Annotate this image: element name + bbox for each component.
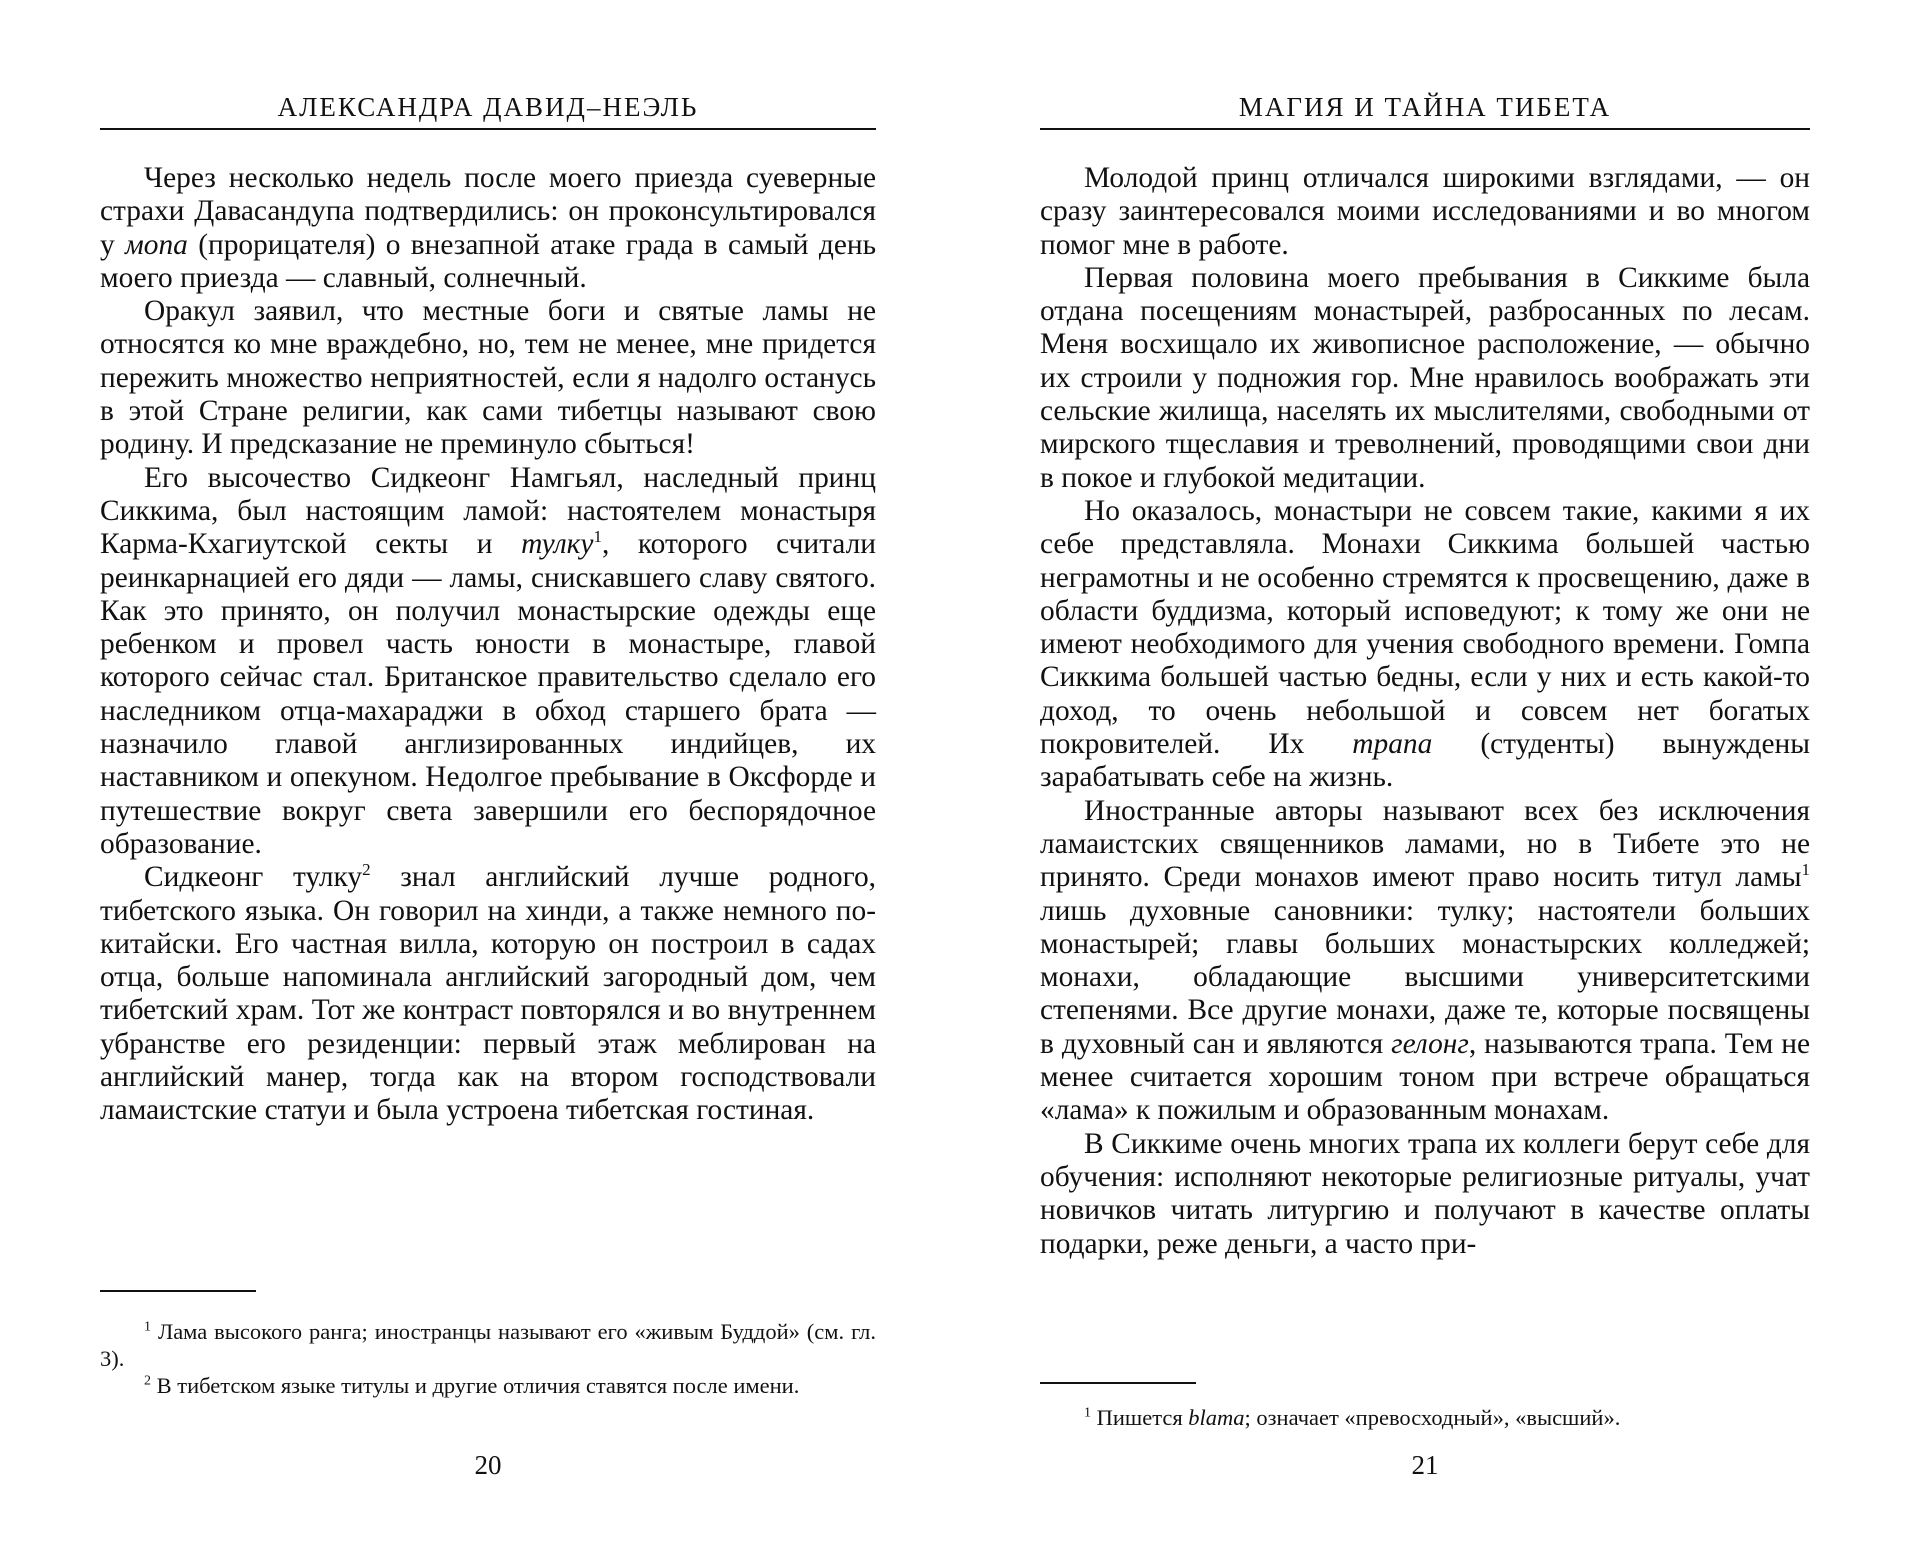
page-number: 20 (474, 1450, 502, 1480)
footnote-ref: 1 (1801, 860, 1810, 880)
left-body-text (100, 162, 876, 1128)
header-rule (100, 128, 876, 130)
paragraph: Оракул заявил, что местные боги и святые ламы не относятся ко мне враждебно, но, тем не менее, мне придется пережить множество неприятностей, если я надолго останусь в этой Стране религии, как сами тибетцы называют свою родину. И предсказание не преминуло сбыться! (100, 295, 876, 461)
italic-term: гелонг (1391, 1027, 1469, 1060)
paragraph: Молодой принц отличался широкими взглядами, — он сразу заинтересовался моими исследованиями и во многом помог мне в работе. (1040, 162, 1810, 261)
paragraph: Его высочество Сидкеонг Намгьял, наследный принц Сиккима, был настоящим ламой: настоятелем монастыря Карма-Кхагиутской секты и тулку$^1$, которого считали реинкарнацией его дяди — ламы, снискавшего славу святого. Как это принято, он получил монастырские одежды еще ребенком и провел часть юности в монастыре, главой которого сейчас стал. Британское правительство сделало его наследником отца-махараджи в обход старшего брата — назначило главой англизированных индийцев, их наставником и опекуном. Недолгое пребывание в Оксфорде и путешествие вокруг света завершили его беспорядочное образование. (100, 461, 876, 860)
paragraph: Через несколько недель после моего приезда суеверные страхи Давасандупа подтвердились: он проконсультировался у мопа (прорицателя) о внезапной атаке града в самый день моего приезда — славный, солнечный. (100, 162, 876, 294)
footnote: $^2$ В тибетском языке титулы и другие отличия ставятся после имени. (144, 1373, 800, 1398)
italic-term: тулку (521, 528, 594, 561)
page-number: 21 (1411, 1450, 1439, 1480)
paragraph: Но оказалось, монастыри не совсем такие, какими я их себе представляла. Монахи Сиккима большей частью неграмотны и не особенно стремятся к просвещению, даже в области буддизма, который исповедуют; к тому же они не имеют необходимого для учения свободного времени. Гомпа Сиккима большей частью бедны, если у них и есть какой-то доход, то очень небольшой и совсем нет богатых покровителей. Их трапа (студенты) вынуждены зарабатывать себе на жизнь. (1040, 494, 1810, 794)
paragraph: В Сиккиме очень многих трапа их коллеги берут себе для обучения: исполняют некоторые религиозные ритуалы, учат новичков читать литургию и получают в качестве оплаты подарки, реже деньги, а часто при- (1040, 1127, 1810, 1260)
header-rule (1040, 128, 1810, 130)
paragraph: Иностранные авторы называют всех без исключения ламаистских священников ламами, но в Тибете это не принято. Среди монахов имеют право носить титул ламы$^1$ лишь духовные сановники: тулку; настоятели больших монастырей; главы больших монастырских колледжей; монахи, обладающие высшими университетскими степенями. Все другие монахи, даже те, которые посвящены в духовный сан и являются гелонг, называются трапа. Тем не менее считается хорошим тоном при встрече обращаться «лама» к пожилым и образованным монахам. (1040, 794, 1810, 1127)
left-footnotes (100, 1318, 876, 1399)
footnote-ref: 2 (362, 860, 371, 880)
right-body-text (1040, 162, 1810, 1261)
right-page (1040, 0, 1810, 1566)
paragraph: Первая половина моего пребывания в Сиккиме была отдана посещениям монастырей, разбросанных по лесам. Меня восхищало их живописное расположение, — обычно их строили у подножия гор. Мне нравилось воображать эти сельские жилища, населять их мыслителями, свободными от мирского тщеславия и треволнений, проводящими свои дни в покое и глубокой медитации. (1040, 261, 1810, 494)
italic-term: трапа (1352, 728, 1433, 761)
left-page (100, 0, 876, 1566)
italic-term: мопа (125, 228, 188, 261)
running-header-author: АЛЕКСАНДРА ДАВИД–НЕЭЛЬ (277, 92, 699, 122)
paragraph: Сидкеонг тулку$^2$ знал английский лучше родного, тибетского языка. Он говорил на хинди, а также немного по-китайски. Его частная вилла, которую он построил в садах отца, больше напоминала английский загородный дом, чем тибетский храм. Тот же контраст повторялся и во внутреннем убранстве его резиденции: первый этаж меблирован на английский манер, тогда как на втором господствовали ламаистские статуи и была устроена тибетская гостиная. (100, 860, 876, 1127)
footnote-rule (100, 1290, 256, 1292)
footnote-ref: 1 (593, 527, 602, 547)
running-header-title: МАГИЯ И ТАЙНА ТИБЕТА (1238, 92, 1612, 122)
footnote-rule (1040, 1382, 1196, 1384)
footnote: $^1$ Лама высокого ранга; иностранцы называют его «живым Буддой» (см. гл. 3). (100, 1319, 877, 1371)
footnote: $^1$ Пишется blama; означает «превосходный», «высший». (1084, 1405, 1621, 1430)
right-footnotes (1040, 1404, 1810, 1431)
